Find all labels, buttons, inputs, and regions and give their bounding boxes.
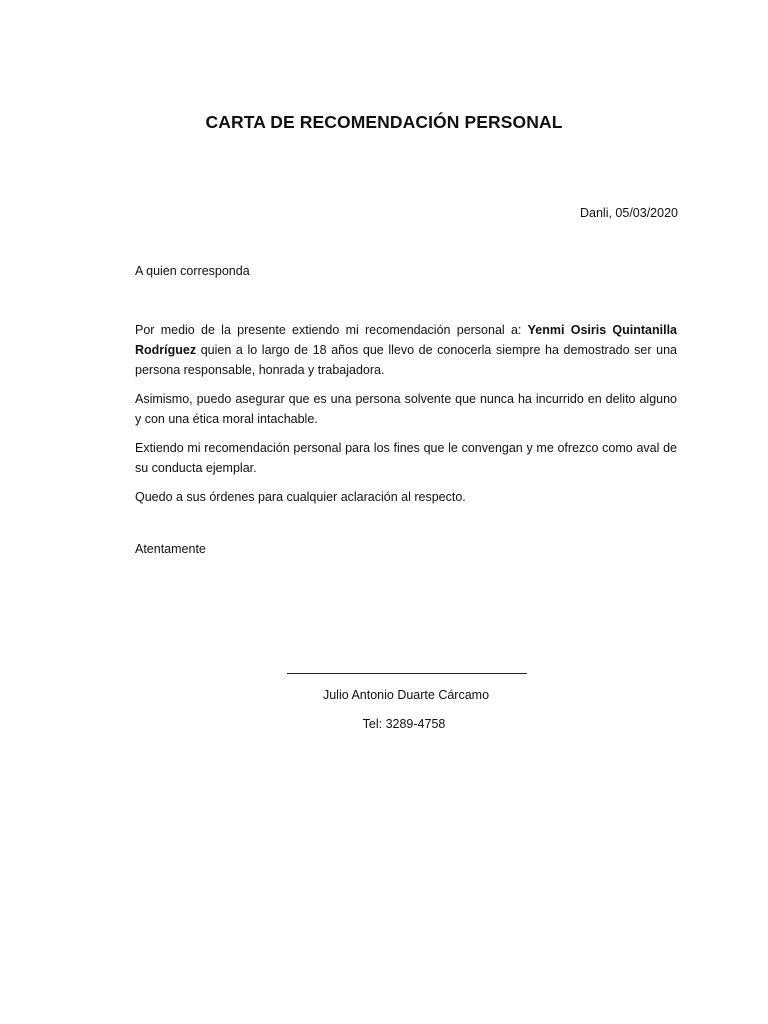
paragraph-rest: quien a lo largo de 18 años que llevo de conocerla siempre ha demostrado ser una persona responsable, honrada y trabajadora. — [135, 343, 677, 377]
paragraph-availability: Quedo a sus órdenes para cualquier aclaración al respecto. — [135, 490, 466, 504]
paragraph-assurance: Asimismo, puedo asegurar que es una persona solvente que nunca ha incurrido en delito alguno y con una ética moral intachable. — [135, 392, 677, 426]
letter-title: CARTA DE RECOMENDACIÓN PERSONAL — [205, 112, 563, 132]
paragraph-endorsement: Extiendo mi recomendación personal para los fines que le convengan y me ofrezco como aval de su conducta ejemplar. — [135, 441, 677, 475]
salutation: A quien corresponda — [135, 264, 250, 278]
recommended-person-name: Yenmi Osiris Quintanilla Rodríguez — [135, 323, 678, 357]
letter-body — [135, 320, 677, 516]
paragraph-recommendation — [135, 320, 677, 380]
paragraph-intro: Por medio de la presente extiendo mi recomendación personal a: — [135, 323, 528, 337]
signer-phone: Tel: 3289-4758 — [362, 717, 446, 731]
closing: Atentamente — [135, 542, 206, 556]
signer-name: Julio Antonio Duarte Cárcamo — [322, 688, 490, 702]
letter-date: Danli, 05/03/2020 — [580, 206, 678, 220]
signature-line — [287, 673, 527, 674]
